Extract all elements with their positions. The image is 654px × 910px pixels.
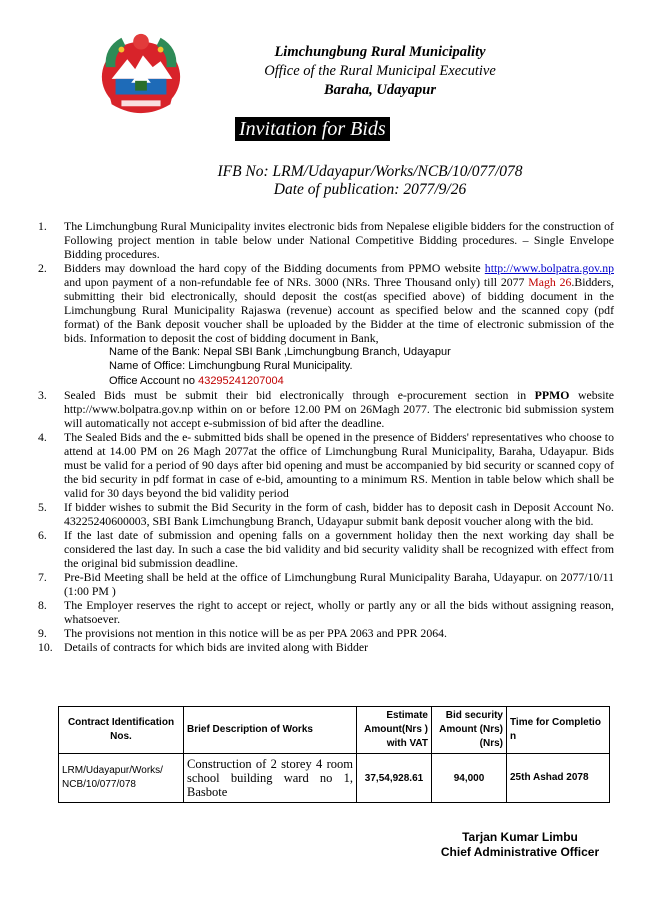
list-item-number: 10. — [38, 639, 53, 654]
list-item — [38, 500, 614, 528]
list-item — [38, 598, 614, 626]
bank-name: Name of the Bank: Nepal SBI Bank ,Limchungbung Branch, Udayapur — [109, 346, 451, 358]
list-item — [38, 219, 614, 261]
list-item-text: The Sealed Bids and the e- submitted bids shall be opened in the presence of Bidders' representatives who choose to attend at 14.00 PM on 26 Magh 2077at the office of Limchungbung Rural Municipality, Baraha, Udayapur. Bids must be valid for a period of 90 days after bid opening and must be accompanied by bid security or scanned copy of the bid security in pdf format in case of e-bid, amounting to a minimum RS. Mention in table below which shall be valid for 30 days beyond the bid validity period — [64, 429, 614, 500]
list-item-text: Pre-Bid Meeting shall be held at the office of Limchungbung Rural Municipality Baraha, Udayapur. on 2077/10/11 (1:00 PM ) — [64, 569, 614, 598]
signatory-name: Tarjan Kumar Limbu — [462, 830, 578, 844]
list-item-text: .Bidders, submitting their bid electronically, should deposit the cost(as specified above) of bidding document in the Limchungbung Rural Municipality Rajaswa (revenue) account as specified below and the scanned copy (pdf format) of the Bank deposit voucher shall be uploaded by the Bidder at the time of electronic submission of the bids. Information to deposit the cost of bidding document in Bank, — [64, 275, 614, 345]
list-item — [38, 626, 614, 640]
bolpatra-link[interactable]: http://www.bolpatra.gov.np — [484, 261, 614, 275]
list-item — [38, 430, 614, 500]
list-item-text: website http://www.bolpatra.gov.np within on or before 12.00 PM on 26Magh 2077. The electronic bid submission system will automatically not accept e-submission of bid after the deadline. — [64, 387, 614, 430]
ifb-number: IFB No: LRM/Udayapur/Works/NCB/10/077/078 — [217, 163, 523, 180]
table-header-row — [59, 707, 610, 754]
page-title: Invitation for Bids — [235, 117, 390, 141]
bid-instructions-list — [38, 219, 614, 654]
table-cell: 94,000 — [432, 754, 507, 803]
list-item — [38, 528, 614, 570]
list-item — [38, 640, 614, 654]
office-location: Baraha, Udayapur — [324, 82, 436, 98]
table-cell: 37,54,928.61 — [357, 754, 432, 803]
list-item-number: 9. — [38, 625, 47, 640]
office-account-line — [64, 374, 614, 388]
table-row — [59, 754, 610, 803]
municipality-name: Limchungbung Rural Municipality — [274, 44, 486, 60]
list-item-text: and upon payment of a non-refundable fee of NRs. 3000 (NRs. Three Thousand only) till 2077 — [64, 275, 529, 289]
list-item-number: 2. — [38, 261, 47, 275]
table-cell: Construction of 2 storey 4 room school building ward no 1, Basbote — [184, 754, 357, 803]
account-number: 43295241207004 — [198, 374, 284, 387]
list-item-number: 4. — [38, 429, 47, 444]
list-item-text: The provisions not mention in this notice will be as per PPA 2063 and PPR 2064. — [64, 625, 447, 640]
office-account-name: Name of Office: Limchungbung Rural Municipality. — [109, 360, 353, 373]
list-item-text: The Employer reserves the right to accept or reject, wholly or partly any or all the bids without assigning reason, whatsoever. — [64, 597, 614, 626]
list-item-number: 5. — [38, 499, 47, 514]
column-header: Brief Description of Works — [184, 707, 357, 754]
list-item-text: Details of contracts for which bids are invited along with Bidder — [64, 639, 369, 654]
table-cell: LRM/Udayapur/Works/ NCB/10/077/078 — [59, 754, 184, 803]
signatory-title: Chief Administrative Officer — [440, 845, 600, 859]
ppmo-label: PPMO — [534, 387, 570, 402]
list-item-text: Sealed Bids must be submit their bid electronically through e-procurement section in — [64, 387, 535, 402]
list-item-text: If bidder wishes to submit the Bid Security in the form of cash, bidder has to deposit cash in Deposit Account No. 43225240600003, SBI Bank Limchungbung Branch, Udayapur submit bank deposit voucher along with the bid. — [64, 499, 614, 528]
nepal-emblem-icon — [92, 28, 190, 118]
list-item — [38, 261, 614, 388]
list-item-number: 8. — [38, 597, 47, 612]
column-header: Contract Identification Nos. — [59, 707, 184, 754]
list-item-number: 7. — [38, 569, 47, 584]
list-item-number: 3. — [38, 387, 47, 402]
list-item-text: Bidders may download the hard copy of the Bidding documents from PPMO website — [64, 261, 481, 275]
column-header: Time for Completio n — [507, 707, 610, 754]
publication-date: Date of publication: 2077/9/26 — [273, 181, 467, 198]
column-header: Estimate Amount(Nrs ) with VAT — [357, 707, 432, 754]
list-item-number: 6. — [38, 527, 47, 542]
list-item-text: If the last date of submission and opening falls on a government holiday then the next working day shall be considered the last day. In such a case the bid validity and bid security validity shall be recognized with effect from the original bid submission deadline. — [64, 527, 614, 570]
list-item-number: 1. — [38, 219, 47, 233]
office-name: Office of the Rural Municipal Executive — [264, 63, 496, 79]
list-item-text: The Limchungbung Rural Municipality invites electronic bids from Nepalese eligible bidders for the construction of Following project mention in table below under National Competitive Bidding procedures. – Single Envelope Bidding procedures. — [64, 219, 614, 261]
column-header: Bid security Amount (Nrs) (Nrs) — [432, 707, 507, 754]
list-item — [38, 570, 614, 598]
account-label: Office Account no — [109, 374, 199, 387]
table-cell: 25th Ashad 2078 — [507, 754, 610, 803]
list-item — [38, 388, 614, 430]
deadline-highlight: Magh 26 — [528, 275, 572, 289]
contracts-table — [58, 706, 610, 803]
